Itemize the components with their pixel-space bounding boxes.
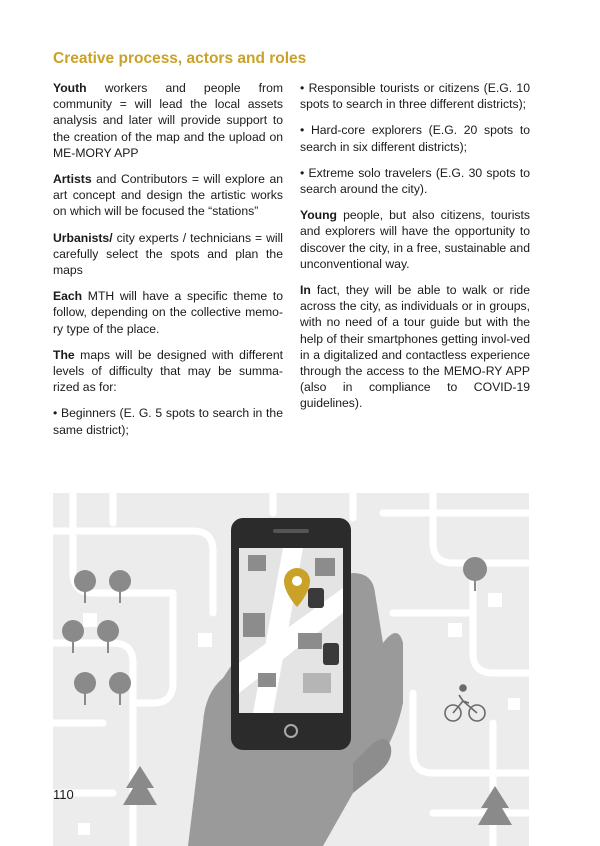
paragraph	[53, 347, 283, 396]
paragraph	[300, 282, 530, 412]
paragraph	[300, 207, 530, 272]
paragraph-lead: The	[53, 347, 75, 362]
paragraph-lead: Each	[53, 289, 83, 304]
bullet-item	[300, 80, 530, 112]
paragraph-text: people, but also citizens, tourists and explorers will have the opportunity to discover the city, in a free, sustainable and unconventional way.	[300, 208, 530, 271]
section-heading: Creative process, actors and roles	[53, 50, 307, 67]
paragraph-text: • Hard-core explorers (E.G. 20 spots to search in six different districts);	[300, 123, 530, 154]
paragraph-text: • Beginners (E. G. 5 spots to search in the same district);	[53, 406, 283, 437]
paragraph-lead: In	[300, 283, 311, 298]
left-column	[53, 80, 283, 448]
page-number: 110	[53, 787, 74, 802]
smartphone	[231, 518, 351, 750]
paragraph-lead: Young	[300, 208, 338, 223]
paragraph-text: workers and people from community = will lead the local assets analysis and later will provide support to the creation of the map and the upload on ME-MORY APP	[53, 81, 283, 160]
paragraph-text: and Contributors = will explore an art concept and design the artistic works on which will be focused the “stations”	[53, 172, 283, 219]
paragraph	[53, 288, 283, 337]
paragraph	[53, 80, 283, 161]
paragraph-lead: Youth	[53, 81, 87, 95]
paragraph-text: city experts / technicians = will carefully select the spots and plan the maps	[53, 230, 283, 278]
paragraph-lead: Urbanists/	[53, 230, 113, 245]
bullet-item	[300, 122, 530, 154]
paragraph	[53, 230, 283, 279]
paragraph-lead: Artists	[53, 172, 92, 187]
paragraph-text: • Responsible tourists or citizens (E.G. 10 spots to search in three different districts);	[300, 81, 530, 112]
right-column	[300, 80, 530, 422]
paragraph-text: MTH will have a specific theme to follow, depending on the collective memo-ry type of the place.	[53, 289, 283, 336]
paragraph	[53, 171, 283, 220]
map-phone-illustration	[53, 493, 529, 846]
paragraph-text: • Extreme solo travelers (E.G. 30 spots to search around the city).	[300, 165, 530, 197]
bullet-item	[53, 405, 283, 437]
bullet-item	[300, 165, 530, 197]
paragraph-text: maps will be designed with different levels of difficulty that may be summa-rized as for:	[53, 347, 283, 395]
paragraph-text: fact, they will be able to walk or ride across the city, as individuals or in groups, with no need of a tour guide but with the help of their smartphones getting invol-ved in a digitalized and contactless experience through the access to the MEMO-RY APP (also in compliance to COVID-19 guidelines).	[300, 283, 530, 411]
